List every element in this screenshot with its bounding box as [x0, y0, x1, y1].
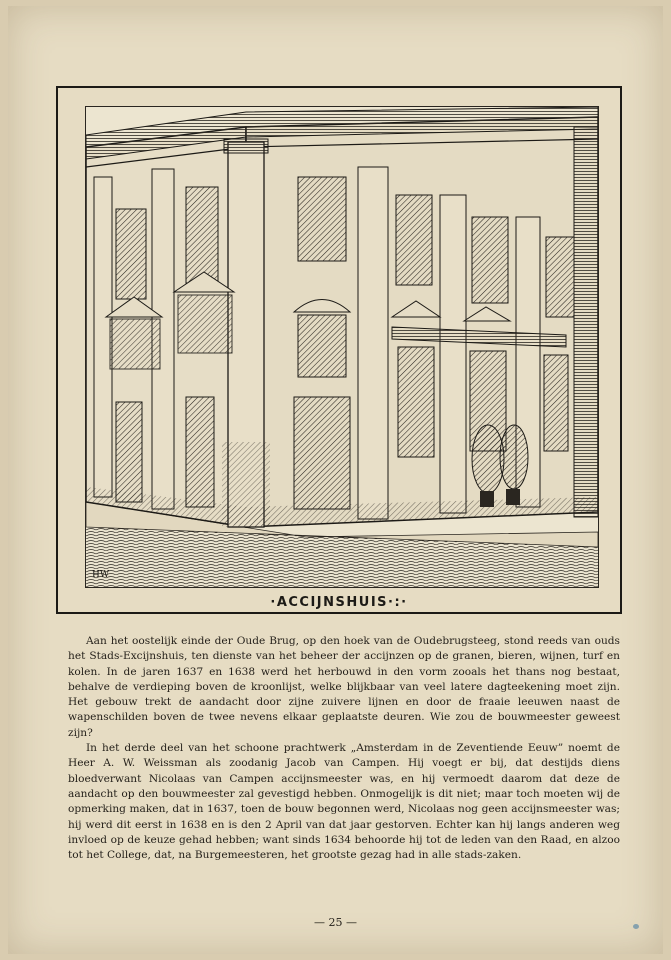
illustration-caption: ·ACCIJNSHUIS·:· — [270, 595, 408, 610]
illustration-frame — [56, 86, 622, 614]
svg-text:HW: HW — [92, 570, 110, 580]
ink-spot — [633, 924, 639, 929]
page-number: — 25 — — [314, 916, 357, 929]
accijnshuis-engraving — [85, 106, 599, 588]
building-drawing — [86, 107, 598, 587]
paragraph-1: Aan het oostelijk einde der Oude Brug, op den hoek van de Oudebrugsteeg, stond reeds van ouds het Stads-Excijnshuis, ten dienste van het beheer der accijnzen op de granen, bieren, wijnen, turf en kolen. In de jaren 1637 en 1638 werd het herbouwd in den vorm zooals het thans nog bestaat, behalve de verdieping boven de kroonlijst, welke blijkbaar van veel latere dagteekening moet zijn. Het gebouw trekt de aandacht door zijne zuivere lijnen en door de fraaie leeuwen naast de wapenschilden boven de twee nevens elkaar geplaatste deuren. Wie zou de bouwmeester geweest zijn? — [68, 635, 620, 739]
article-text — [68, 634, 620, 863]
page-sheet — [8, 6, 663, 954]
paragraph-2: In het derde deel van het schoone prachtwerk „Amsterdam in de Zeventiende Eeuw” noemt de Heer A. W. Weissman als zoodanig Jacob van Campen. Hij voegt er bij, dat destijds diens bloedverwant Nicolaas van Campen accijnsmeester was, en hij vermoedt daarom dat deze de aandacht op den bouwmeester zal gevestigd hebben. Onmogelijk is dit niet; maar toch moeten wij de opmerking maken, dat in 1637, toen de bouw begonnen werd, Nicolaas nog geen accijnsmeester was; hij werd dit eerst in 1638 en is den 2 April van dat jaar gestorven. Echter kan hij langs anderen weg invloed op de keuze gehad hebben; want sinds 1634 behoorde hij tot de leden van den Raad, en alzoo tot het College, dat, na Burgemeesteren, het grootste gezag had in alle stads-zaken. — [68, 742, 620, 862]
